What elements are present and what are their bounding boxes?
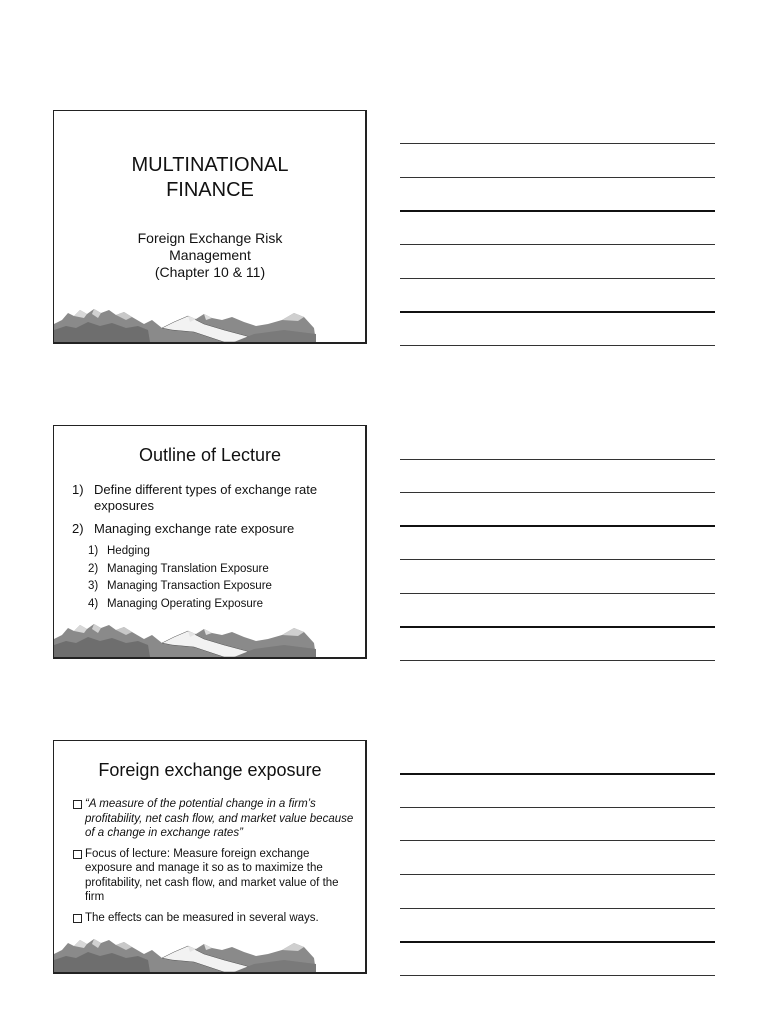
- note-line: [400, 244, 715, 245]
- note-line: [400, 626, 715, 628]
- note-line: [400, 492, 715, 493]
- note-line: [400, 840, 715, 841]
- sub-list-item: [72, 596, 357, 614]
- slide-3: [53, 740, 367, 974]
- bullet-text: The effects can be measured in several ways.: [85, 911, 319, 924]
- note-line: [400, 143, 715, 144]
- item-number: 1): [72, 482, 84, 497]
- title-line-2: FINANCE: [166, 179, 254, 201]
- slide-1-title: [54, 153, 366, 203]
- note-line: [400, 908, 715, 909]
- bullet-text: “A measure of the potential change in a firm’s profitability, net cash flow, and market value because of a change in exchange rates”: [85, 798, 354, 839]
- checkbox-icon: [73, 850, 82, 859]
- note-line: [400, 874, 715, 875]
- list-item: [72, 521, 357, 537]
- note-line: [400, 278, 715, 279]
- subtitle-line-2: Management: [169, 247, 251, 263]
- item-text: Define different types of exchange rate exposures: [94, 482, 318, 513]
- sub-item-text: Managing Translation Exposure: [107, 562, 269, 575]
- mountain-range-icon: [54, 619, 366, 657]
- item-number: 2): [72, 521, 84, 536]
- sub-item-number: 3): [88, 580, 99, 592]
- note-line: [400, 177, 715, 178]
- note-line: [400, 311, 715, 313]
- slide-1: [53, 110, 367, 344]
- sub-item-text: Hedging: [107, 545, 150, 557]
- bullet-item: [73, 847, 355, 905]
- bullet-item: [73, 797, 355, 841]
- outline-list: [72, 482, 357, 613]
- sub-item-text: Managing Operating Exposure: [107, 597, 263, 610]
- item-text: Managing exchange rate exposure: [94, 521, 295, 536]
- note-line: [400, 773, 715, 775]
- slide-2: [53, 425, 367, 659]
- bullet-text: Focus of lecture: Measure foreign exchange exposure and manage it so as to maximize the profitability, net cash flow, and market value of the firm: [85, 847, 339, 903]
- sub-list-item: [72, 543, 357, 561]
- checkbox-icon: [73, 914, 82, 923]
- note-line: [400, 975, 715, 976]
- sub-item-text: Managing Transaction Exposure: [107, 580, 272, 592]
- note-line: [400, 345, 715, 346]
- list-item: [72, 482, 357, 514]
- note-line: [400, 807, 715, 808]
- sub-item-number: 2): [88, 562, 99, 575]
- checkbox-icon: [73, 800, 82, 809]
- subtitle-line-1: Foreign Exchange Risk: [137, 230, 283, 246]
- note-line: [400, 525, 715, 527]
- slide-3-title: Foreign exchange exposure: [98, 760, 322, 780]
- slide-1-subtitle: [54, 230, 366, 281]
- mountain-range-icon: [54, 934, 366, 972]
- note-line: [400, 210, 715, 212]
- note-line: [400, 660, 715, 661]
- sub-list-item: [72, 578, 357, 596]
- sub-item-number: 1): [88, 545, 99, 557]
- title-line-1: MULTINATIONAL: [131, 154, 289, 176]
- slide-2-title: Outline of Lecture: [138, 445, 282, 465]
- note-line: [400, 941, 715, 943]
- sub-list: [72, 543, 357, 613]
- sub-list-item: [72, 561, 357, 579]
- subtitle-line-3: (Chapter 10 & 11): [154, 264, 266, 280]
- bullet-item: [73, 911, 355, 926]
- bullet-list: [73, 797, 355, 931]
- mountain-range-icon: [54, 304, 366, 342]
- note-line: [400, 559, 715, 560]
- sub-item-number: 4): [88, 597, 99, 610]
- note-line: [400, 459, 715, 460]
- note-line: [400, 593, 715, 594]
